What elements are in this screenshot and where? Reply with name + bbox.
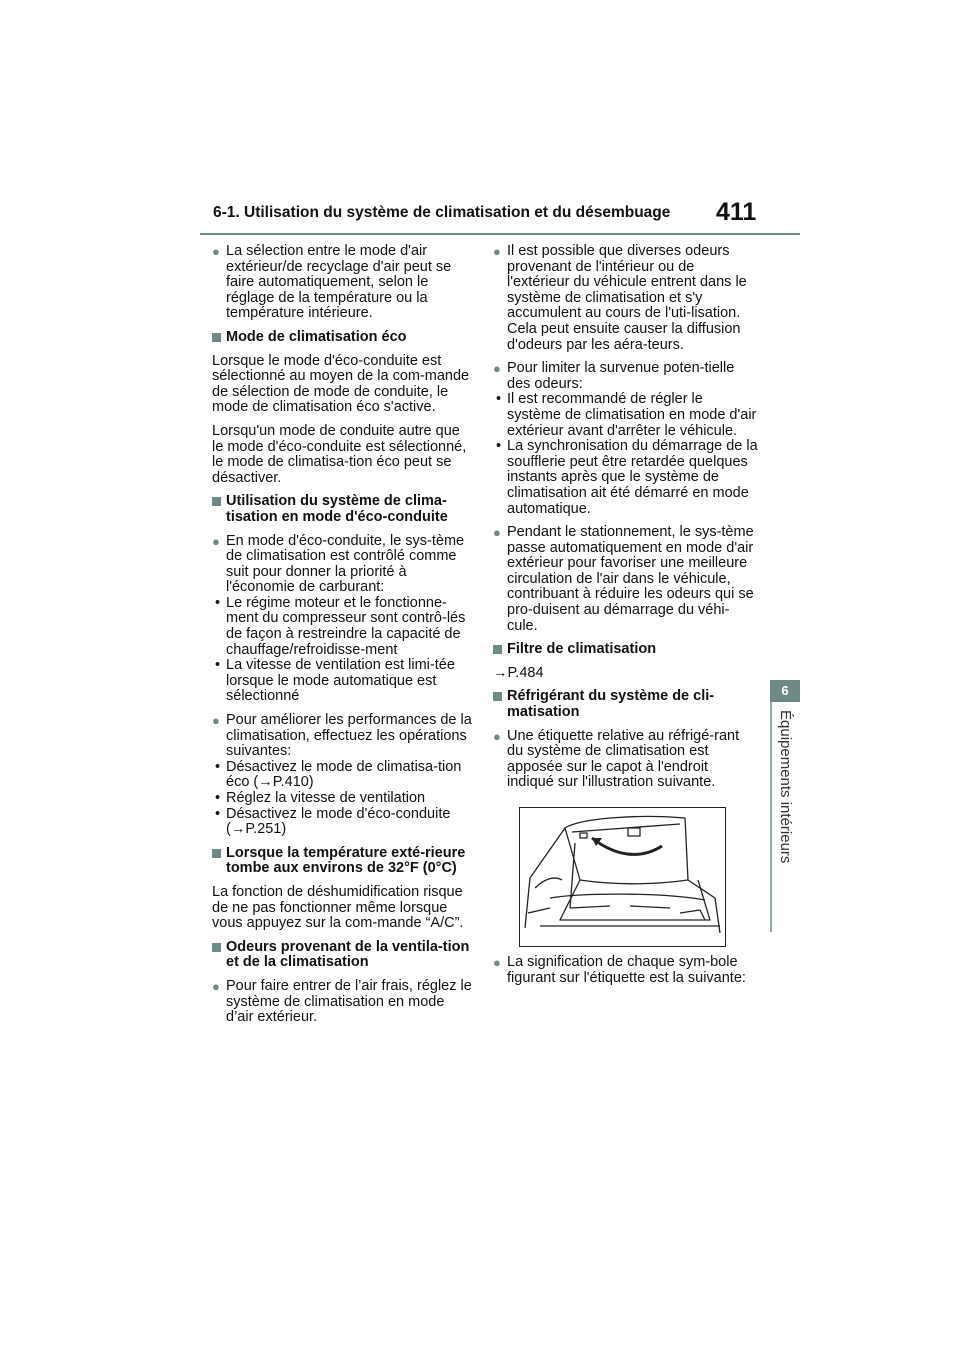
paragraph: Lorsqu'un mode de conduite autre que le mode d'éco-conduite est sélectionné, le mode de climatisa-tion éco peut se désactiver. bbox=[212, 422, 467, 486]
bullet-item: ● Pour faire entrer de l’air frais, réglez le système de climatisation en mode d’air extérieur. bbox=[212, 979, 474, 1026]
chapter-title: Équipements intérieurs bbox=[777, 710, 794, 864]
dash-item: • La synchronisation du démarrage de la soufflerie peut être retardée quelques instants après que le système de climatisation ait été démarré en mode automatique. bbox=[493, 439, 758, 517]
dash-item: • La vitesse de ventilation est limi-tée lorsque le mode automatique est sélectionné bbox=[212, 658, 474, 705]
bullet-item: ● Pendant le stationnement, le sys-tème passe automatiquement en mode d'air extérieur pour favoriser une meilleure circulation de l'air dans le véhicule, contribuant à réduire les odeurs qui se pro-duisent au démarrage du véhi-cule. bbox=[493, 525, 758, 634]
section-heading: Odeurs provenant de la ventila-tion et de la climatisation bbox=[212, 940, 474, 971]
bullet-item: ● Une étiquette relative au réfrigé-rant du système de climatisation est apposée sur le capot à l'endroit indiqué sur l'illustration suivante. bbox=[493, 729, 758, 791]
bullet-group bbox=[212, 713, 474, 838]
dash-item: • Il est recommandé de régler le système de climatisation en mode d'air extérieur avant d'arrêter le véhicule. bbox=[493, 392, 758, 439]
page-reference-link[interactable]: →P.484 bbox=[493, 664, 544, 681]
section-title: 6-1. Utilisation du système de climatisation et du désembuage bbox=[213, 204, 671, 221]
section-heading: Filtre de climatisation bbox=[493, 642, 758, 658]
bullet-group bbox=[212, 534, 474, 706]
paragraph: La fonction de déshumidification risque de ne pas fonctionner même lorsque vous appuyez sur la com-mande “A/C”. bbox=[212, 883, 464, 932]
paragraph: Lorsque le mode d'éco-conduite est sélectionné au moyen de la com-mande de sélection de mode de conduite, le mode de climatisation éco s'active. bbox=[212, 352, 470, 416]
header-rule bbox=[200, 233, 800, 235]
dash-item: • Réglez la vitesse de ventilation bbox=[212, 791, 474, 807]
bullet-item: ● Pour limiter la survenue poten-tielle des odeurs: bbox=[493, 361, 758, 392]
bullet-item: ● La signification de chaque sym-bole figurant sur l'étiquette est la suivante: bbox=[493, 955, 758, 986]
section-heading: Lorsque la température exté-rieure tombe aux environs de 32°F (0°C) bbox=[212, 846, 474, 877]
bullet-item: ● En mode d'éco-conduite, le sys-tème de climatisation est contrôlé comme suit pour donner la priorité à l'économie de carburant: bbox=[212, 534, 474, 596]
column-right bbox=[493, 244, 758, 994]
section-heading: Réfrigérant du système de cli-matisation bbox=[493, 689, 758, 720]
column-left bbox=[212, 244, 474, 1034]
dash-item: • Désactivez le mode d'éco-conduite (→P.251) bbox=[212, 807, 474, 838]
bullet-group bbox=[493, 361, 758, 517]
dash-item: • Désactivez le mode de climatisa-tion éco (→P.410) bbox=[212, 760, 474, 791]
bullet-item: ● La sélection entre le mode d'air extérieur/de recyclage d'air peut se faire automatiquement, selon le réglage de la température ou la température intérieure. bbox=[212, 244, 474, 322]
hood-label-illustration bbox=[519, 807, 726, 947]
section-heading: Mode de climatisation éco bbox=[212, 330, 474, 346]
bullet-item: ● Pour améliorer les performances de la climatisation, effectuez les opérations suivantes: bbox=[212, 713, 474, 760]
page-number: 411 bbox=[716, 198, 757, 226]
chapter-tab[interactable]: 6 bbox=[770, 680, 800, 702]
bullet-item: ● Il est possible que diverses odeurs provenant de l'intérieur ou de l'extérieur du véhicule entrent dans le système de climatisation et s'y accumulent au cours de l'uti-lisation. Cela peut ensuite causer la diffusion d'odeurs par les aéra-teurs. bbox=[493, 244, 758, 353]
section-heading: Utilisation du système de clima-tisation en mode d'éco-conduite bbox=[212, 494, 474, 525]
dash-item: • Le régime moteur et le fonctionne-ment du compresseur sont contrô-lés de façon à restreindre la capacité de chauffage/refroidisse-ment bbox=[212, 596, 474, 658]
